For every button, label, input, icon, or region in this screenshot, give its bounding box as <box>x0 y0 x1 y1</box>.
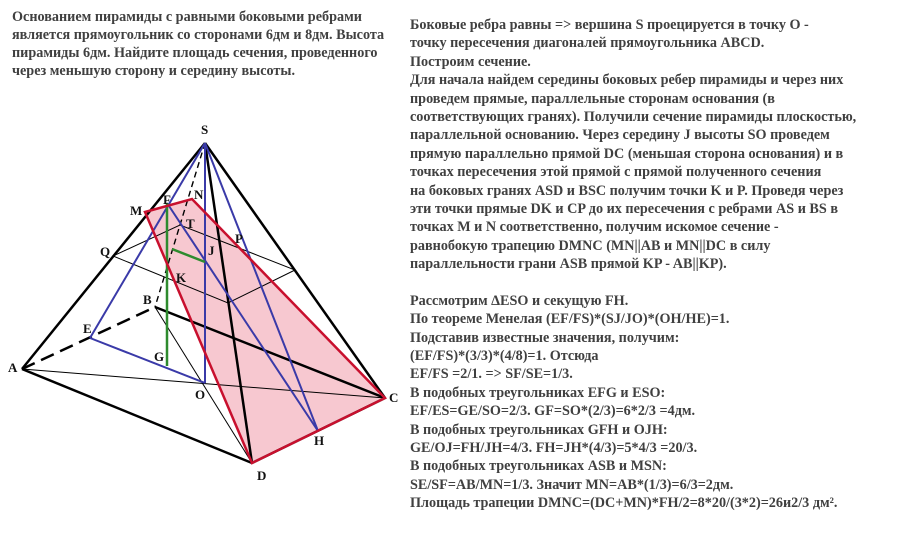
solution-line: Рассмотрим ΔESO и секущую FH. <box>410 292 629 309</box>
label-P: P <box>235 231 243 246</box>
label-N: N <box>194 187 204 202</box>
solution-line: равнобокую трапецию DMNC (MN||AB и MN||DC в силу <box>410 237 771 254</box>
solution-line: В подобных треугольниках EFG и ESO: <box>410 384 666 401</box>
solution-gap <box>410 274 910 292</box>
label-C: C <box>389 390 399 405</box>
edge-AB-hidden <box>22 307 155 369</box>
solution-line: (EF/FS)*(3/3)*(4/8)=1. Отсюда <box>410 347 599 364</box>
solution-line: В подобных треугольниках GFH и OJH: <box>410 421 668 438</box>
label-K: K <box>176 270 187 285</box>
solution-line: Подставив известные значения, получим: <box>410 329 680 346</box>
solution-line: на боковых гранях ASD и BSC получим точки K и P. Проведя через <box>410 182 844 199</box>
label-F: F <box>163 192 171 207</box>
section-fill <box>145 199 385 463</box>
solution-line: Площадь трапеции DMNC=(DC+MN)*FH/2=8*20/(3*2)=26и2/3 дм². <box>410 495 838 512</box>
label-Q: Q <box>100 244 111 259</box>
label-H: H <box>314 433 325 448</box>
solution-line: EF/FS =2/1. => SF/SE=1/3. <box>410 366 573 383</box>
solution-line: параллельности грани ASB прямой KP - AB||KP). <box>410 256 727 273</box>
solution-line: проведем прямые, параллельные сторонам основания (в <box>410 90 775 107</box>
pyramid-diagram <box>0 0 410 544</box>
label-S: S <box>201 122 209 137</box>
label-D: D <box>257 468 267 483</box>
solution-line: эти точки прямые DK и CP до их пересечения с ребрами AS и BS в <box>410 201 838 218</box>
solution-line: прямую параллельно прямой DC (меньшая сторона основания) и в <box>410 145 844 162</box>
solution-line: Построим сечение. <box>410 53 531 70</box>
problem-statement: Основанием пирамиды с равными боковыми ребрами является прямоугольник со сторонами 6дм и 8дм. Высота пирамиды 6дм. Найдите площадь сечения, проведенного через меньшую сторону и середину высоты. <box>12 9 385 79</box>
label-B: B <box>143 292 152 307</box>
solution-line: SE/SF=AB/MN=1/3. Значит MN=AB*(1/3)=6/3=2дм. <box>410 476 734 493</box>
solution-line: точках M и N соответственно, получим искомое сечение - <box>410 219 779 236</box>
solution-line: В подобных треугольниках ASB и MSN: <box>410 458 667 475</box>
label-M: M <box>130 203 143 218</box>
solution-text <box>410 16 910 513</box>
solution-line: точку пересечения диагоналей прямоугольника ABCD. <box>410 35 765 52</box>
label-E: E <box>83 321 92 336</box>
label-T: T <box>186 216 195 231</box>
solution-line: точках пересечения этой прямой с прямой полученного сечения <box>410 164 822 181</box>
solution-line: Боковые ребра равны => вершина S проецируется в точку O - <box>410 17 809 33</box>
solution-line: Для начала найдем середины боковых ребер пирамиды и через них <box>410 72 844 89</box>
label-J: J <box>208 243 215 258</box>
label-O: O <box>195 387 206 402</box>
solution-line: соответствующих гранях). Получили сечение пирамиды плоскостью, <box>410 109 857 126</box>
solution-line: GE/OJ=FH/JH=4/3. FH=JH*(4/3)=5*4/3 =20/3. <box>410 439 698 456</box>
solution-line: По теореме Менелая (EF/FS)*(SJ/JO)*(OH/HE)=1. <box>410 311 730 328</box>
solution-line: параллельной основанию. Через середину J высоты SO проведем <box>410 127 830 144</box>
solution-line: EF/ES=GE/SO=2/3. GF=SO*(2/3)=6*2/3 =4дм. <box>410 403 696 420</box>
label-G: G <box>154 349 165 364</box>
label-A: A <box>8 360 18 375</box>
